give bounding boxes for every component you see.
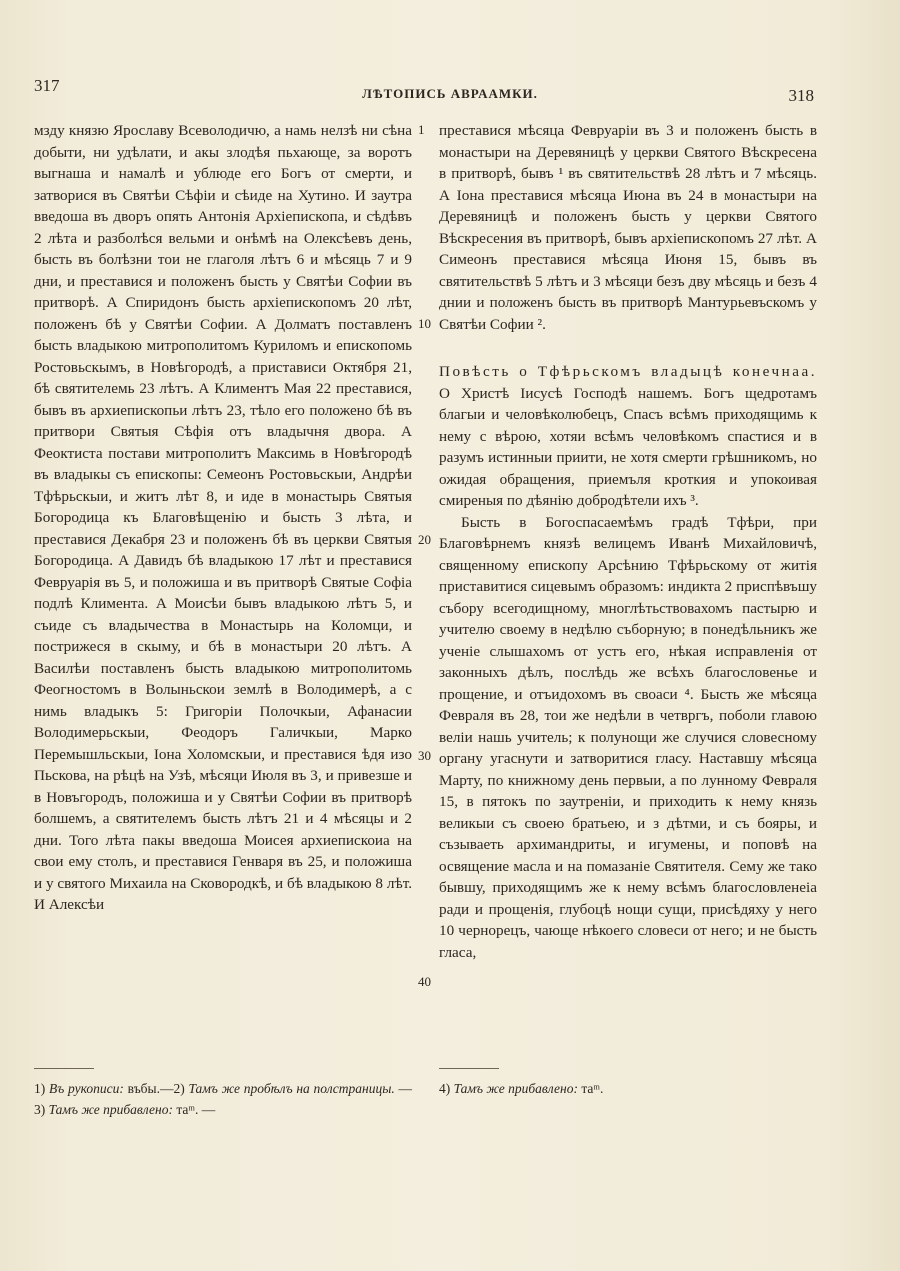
footnote-text: таᵐ. — <box>176 1102 216 1117</box>
footnote-1-2-3 <box>34 1078 412 1120</box>
running-title: ЛѢТОПИСЬ АВРААМКИ. <box>362 86 538 101</box>
footnotes-right <box>439 1078 817 1099</box>
right-paragraph-1: преставися мѣсяца Февруаріи въ 3 и положенъ бысть в монастыри на Деревяницѣ у церкви Святого Вѣскресена в притворѣ, бывъ ¹ въ святительствѣ 28 лѣтъ и 7 мѣсяць. А Іона преставися мѣсяца Июна въ 24 в монастыри на Деревяницѣ и положенъ бысть у церкви Святого Вѣскресения въ притворѣ, бывъ архіепископомъ 27 лѣт. А Симеонъ преставися мѣсяца Июня 15, бывъ въ святительствѣ 5 лѣтъ и 3 мѣсяци безъ дву мѣсяць и безъ 4 днии и положенъ бысть въ притворѣ Мантурьевъскомъ у Святѣи Софии ². <box>439 122 817 333</box>
footnote-label: Тамъ же прибавлено: <box>453 1081 578 1096</box>
footnote-rule-right <box>439 1068 499 1069</box>
story-block <box>439 361 817 512</box>
line-number: 20 <box>418 532 431 547</box>
footnotes-left <box>34 1078 412 1120</box>
footnote-mark: 1) <box>34 1081 46 1096</box>
section-gap <box>439 335 817 361</box>
right-column <box>439 120 817 963</box>
footnote-4 <box>439 1078 817 1099</box>
footnote-rule-left <box>34 1068 94 1069</box>
right-paragraph-3: Бысть в Богоспасаемѣмъ градѣ Тфѣри, при Благовѣрнемъ князѣ велицемъ Иванѣ Михайловичѣ, священному епископу Арсѣнию Тфѣрьскому от житія приставитися сицевымъ образомъ: индикта 2 приспѣвъшу събору всегодищному, многлѣтьствовахомъ пастырю и учителю своему в недѣлю съборную; в понедѣльникъ же ученіе слышахомъ от устъ его, нѣкая исправленія от законныхъ дѣлъ, послѣдь же всѣхъ благословенье и прощение, и отъидохомъ въ своаси ⁴. Бысть же мѣсяца Февраля въ 28, тои же недѣли в четвргъ, поболи главою велiи нашь учитель; к полунощи же случися словесному органу угаснути и затворитися гласу. Наставшу мѣсяца Марту, по книжному день первыи, а по лунному Февраля 15, в пятокъ по заутреніи, и приходить к нему князь великыи съ своею братьею, и з дѣтми, и съ бояры, и съзываеть архимандриты, и игумены, и поповѣ на освящение масла и на помазаніе Святителя. Сему же тако бывшу, приходящимъ же к нему всѣмъ благословленеіа ради и прощенія, глубоцѣ нощи сущи, присѣдяху у него 10 чернорецъ, чающе нѣкоего словеси от него; и не бысть гласа, <box>439 513 817 961</box>
story-title: Повѣсть о Тфѣрьскомъ владыцѣ конечнаа. <box>439 363 817 380</box>
footnote-text: въбы.— <box>127 1081 174 1096</box>
left-column <box>34 120 412 916</box>
line-number: 30 <box>418 748 431 763</box>
left-column-text: мзду князю Ярославу Всеволодичю, а намь нелзѣ ни сѣна добыти, ни удѣлати, и акы злодѣя пьхающе, за воротъ выгнаша и намалѣ и ублюде его Богъ от смерти, и затворися въ Святѣи Сѣфіи и сѣиде на Хутино. И заутра введоша въ дворъ опять Антонія Архіепископа, и сѣдѣвъ 2 лѣта и разболѣся вельми и онѣмѣ на Олексѣевъ день, бысть въ болѣзни тои не глаголя лѣтъ 6 и мѣсяць 7 и 9 дни, и преставися и положенъ бысть у Святѣи Софии въ притворѣ. А Спиридонъ бысть архіепископомъ 20 лѣт, положенъ бѣ у Святѣи Софии. А Долматъ поставленъ бысть владыкою митрополитомъ Куриломъ и епископомь Ростовьскымъ, в Новѣгородѣ, а пристависи Октября 21, бѣ святителемь 23 лѣтъ. А Климентъ Мая 22 преставися, бывъ въ архиепископьи лѣтъ 23, тѣло его положено бѣ въ притвори Святыя Сѣфія отъ владычня двора. А Феоктиста постави митрополитъ Максимь в Новѣгородѣ въ владыкы съ епископы: Семеонъ Ростовьскыи, Андрѣи Тфѣрьскыи, и житъ лѣт 8, и иде в монастырь Святыя Богородица къ Благовѣщенію и бысть 3 лѣта, и преставися Декабря 23 и положенъ бѣ въ церкви Святыя Богородица. А Давидъ бѣ владыкою 17 лѣт и преставися Февруарія въ 5, и положиша и въ притворѣ Святые Софіа подлѣ Климента. А Моисѣи бывъ владыкою лѣтъ 5, и съиде съ владычества в Монастырь на Коломци, и пострижеся в скыму, и бѣ в монастыри 20 лѣтъ. А Василѣи поставленъ бысть владыкою митрополитомь Феогностомъ в Волыньскои землѣ в Володимерѣ, а с нимь владыкъ 5: Григоріи Полочкыи, Афанасии Володимерьскыи, Феодоръ Галичкыи, Марко Перемышльскыи, Іона Холомскыи, и преставися ѣдя изо Пьскова, на рѣцѣ на Узѣ, мѣсяци Июля въ 3, и привезше и в Новъгородъ, положиша и у Святѣи Софии въ притворѣ болшемъ, а святителемъ бысть лѣтъ 21 и 4 мѣсяцы и 2 дни. Того лѣта пакы введоша Моисея архиепискоиа на свои ему столъ, и преставися Генваря въ 25, и положиша и у святого Михаила на Сковородкѣ, и бѣ владыкою 8 лѣт. И Алексѣи <box>34 122 412 913</box>
footnote-mark: 3) <box>34 1102 46 1117</box>
page-number-right: 318 <box>788 86 814 105</box>
footnote-label: Тамъ же пробѣлъ на полстраницы. <box>188 1081 395 1096</box>
right-paragraph-2: О Христѣ Іисусѣ Господѣ нашемъ. Богъ щедротамъ благыи и человѣколюбецъ, Спасъ всѣмъ приходящимь к нему с вѣрою, хотяи всѣмъ человѣкомъ спастися и в разумъ истинныи приити, не хотя смерти грѣшникомъ, но ожидая обращения, приемъля кроткия и упокоивая смиреныя по дѣянію добродѣтели ихъ ³. <box>439 384 817 509</box>
footnote-label: Въ рукописи: <box>49 1081 124 1096</box>
footnote-label: Тамъ же прибавлено: <box>48 1102 173 1117</box>
line-number: 40 <box>418 974 431 989</box>
page-header <box>0 74 900 104</box>
page-number-left: 317 <box>34 76 60 95</box>
line-number: 10 <box>418 316 431 331</box>
footnote-separator: — <box>394 1081 412 1096</box>
footnote-text: таᵐ. <box>581 1081 604 1096</box>
footnote-mark: 2) <box>173 1081 185 1096</box>
line-number: 1 <box>418 122 425 137</box>
footnote-mark: 4) <box>439 1081 451 1096</box>
